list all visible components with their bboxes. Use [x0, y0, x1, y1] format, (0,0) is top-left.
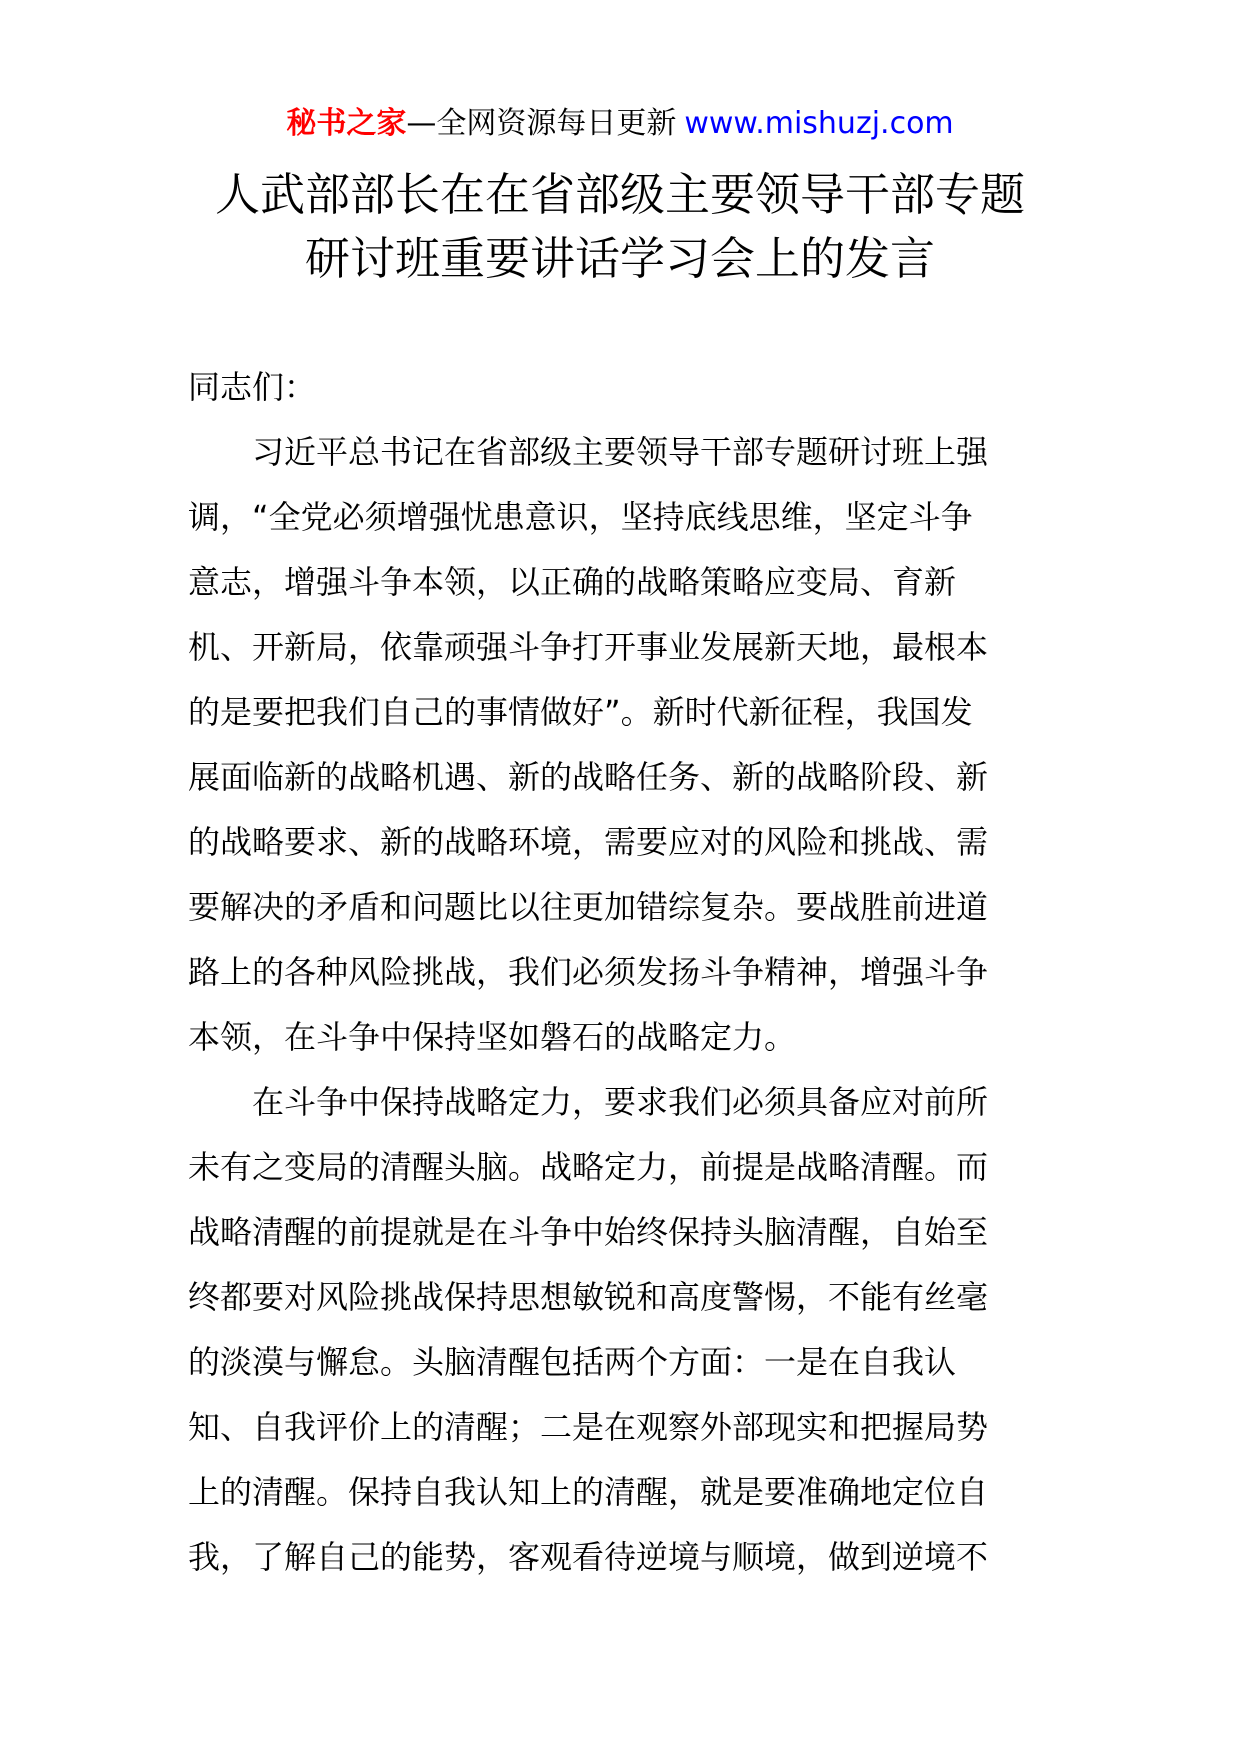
site-tagline: —全网资源每日更新 [406, 106, 677, 141]
paragraph-line: 未有之变局的清醒头脑。战略定力，前提是战略清醒。而 [188, 1148, 989, 1186]
paragraph-line: 在斗争中保持战略定力，要求我们必须具备应对前所 [252, 1083, 989, 1121]
paragraph-line: 的是要把我们自己的事情做好”。新时代新征程，我国发 [188, 693, 973, 731]
document-title [100, 163, 1140, 291]
paragraph-line: 的战略要求、新的战略环境，需要应对的风险和挑战、需 [188, 823, 989, 861]
paragraph-line: 终都要对风险挑战保持思想敏锐和高度警惕，不能有丝毫 [188, 1278, 989, 1316]
paragraph-line: 知、自我评价上的清醒；二是在观察外部现实和把握局势 [188, 1408, 989, 1446]
paragraph-line: 我，了解自己的能势，客观看待逆境与顺境，做到逆境不 [188, 1538, 989, 1576]
paragraph-line: 上的清醒。保持自我认知上的清醒，就是要准确地定位自 [188, 1473, 989, 1511]
brand-name: 秘书之家 [286, 106, 407, 141]
paragraph-line: 本领，在斗争中保持坚如磐石的战略定力。 [188, 1018, 797, 1056]
paragraph-line: 路上的各种风险挑战，我们必须发扬斗争精神，增强斗争 [188, 953, 989, 991]
title-line-2: 研讨班重要讲话学习会上的发言 [304, 232, 935, 285]
salutation: 同志们： [188, 368, 317, 406]
paragraph-2 [188, 1070, 1052, 1590]
paragraph-line: 调，“全党必须增强忧患意识，坚持底线思维，坚定斗争 [188, 498, 973, 536]
site-header [0, 102, 1240, 146]
paragraph-line: 展面临新的战略机遇、新的战略任务、新的战略阶段、新 [188, 758, 989, 796]
document-body [188, 355, 1052, 1590]
paragraph-1 [188, 420, 1052, 1070]
paragraph-line: 习近平总书记在省部级主要领导干部专题研讨班上强 [252, 433, 989, 471]
title-line-1: 人武部部长在在省部级主要领导干部专题 [214, 168, 1025, 221]
paragraph-line: 要解决的矛盾和问题比以往更加错综复杂。要战胜前进道 [188, 888, 989, 926]
paragraph-line: 机、开新局，依靠顽强斗争打开事业发展新天地，最根本 [188, 628, 989, 666]
site-url-link[interactable]: www.mishuzj.com [684, 106, 954, 141]
paragraph-line: 战略清醒的前提就是在斗争中始终保持头脑清醒，自始至 [188, 1213, 989, 1251]
paragraph-line: 的淡漠与懈怠。头脑清醒包括两个方面：一是在自我认 [188, 1343, 957, 1381]
paragraph-line: 意志，增强斗争本领，以正确的战略策略应变局、育新 [188, 563, 957, 601]
